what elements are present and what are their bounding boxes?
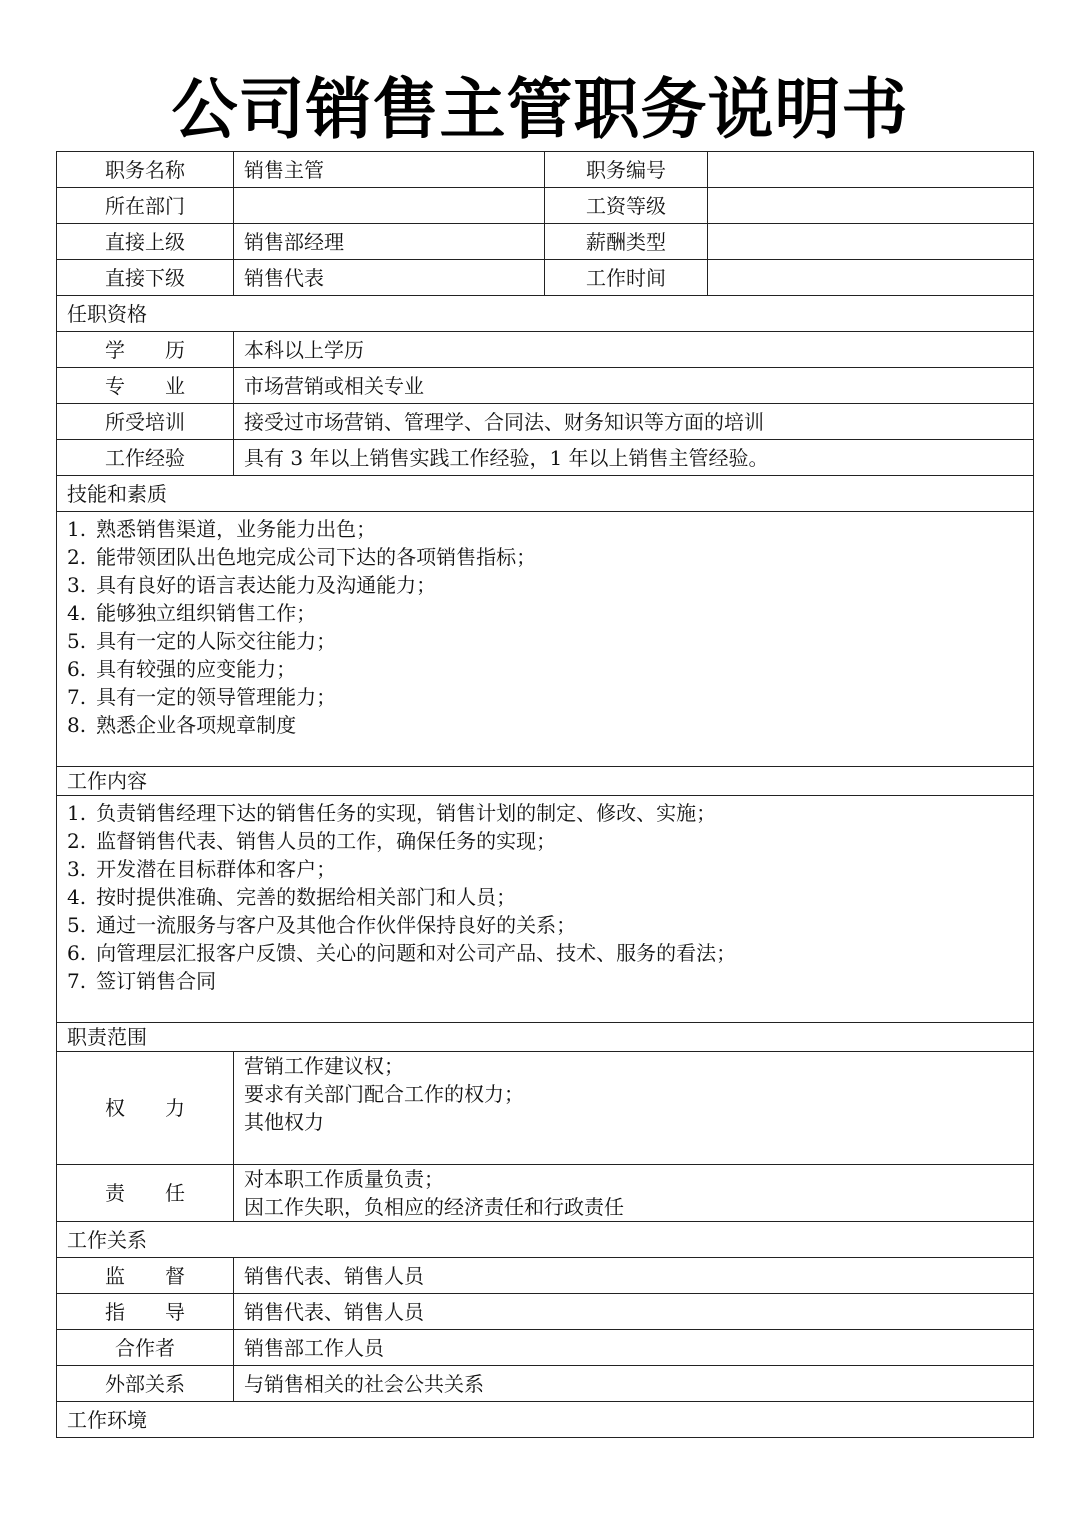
salary-grade-label: 工资等级 — [545, 188, 708, 224]
table-row — [57, 440, 1034, 476]
responsibility-line: 对本职工作质量负责； — [244, 1167, 444, 1191]
department-value[interactable] — [234, 188, 545, 224]
list-item: 1. 负责销售经理下达的销售任务的实现，销售计划的制定、修改、实施； — [67, 801, 717, 825]
work-time-label: 工作时间 — [545, 260, 708, 296]
duties-section-title: 工作内容 — [57, 767, 1034, 796]
list-item: 2. 能带领团队出色地完成公司下达的各项销售指标； — [67, 545, 537, 569]
responsibility-value[interactable] — [234, 1165, 1034, 1222]
relations-section-title: 工作关系 — [57, 1222, 1034, 1258]
subordinate-label: 直接下级 — [57, 260, 234, 296]
table-row — [57, 1294, 1034, 1330]
authority-value[interactable] — [234, 1052, 1034, 1165]
table-row — [57, 1165, 1034, 1222]
section-row — [57, 296, 1034, 332]
guide-value[interactable]: 销售代表、销售人员 — [234, 1294, 1034, 1330]
table-row — [57, 1258, 1034, 1294]
guide-label: 指 导 — [57, 1294, 234, 1330]
table-row — [57, 188, 1034, 224]
authority-line: 其他权力 — [244, 1110, 324, 1134]
table-row — [57, 796, 1034, 1023]
superior-label: 直接上级 — [57, 224, 234, 260]
partner-label: 合作者 — [57, 1330, 234, 1366]
external-value[interactable]: 与销售相关的社会公共关系 — [234, 1366, 1034, 1402]
table-row — [57, 152, 1034, 188]
department-label: 所在部门 — [57, 188, 234, 224]
list-item: 3. 具有良好的语言表达能力及沟通能力； — [67, 573, 437, 597]
table-row — [57, 260, 1034, 296]
list-item: 7. 签订销售合同 — [67, 969, 217, 993]
list-item: 1. 熟悉销售渠道，业务能力出色； — [67, 517, 377, 541]
position-name-label: 职务名称 — [57, 152, 234, 188]
qualification-section-title: 任职资格 — [57, 296, 1034, 332]
table-row — [57, 332, 1034, 368]
skills-section-title: 技能和素质 — [57, 476, 1034, 512]
skills-list[interactable] — [57, 512, 1034, 767]
education-label: 学 历 — [57, 332, 234, 368]
list-item: 8. 熟悉企业各项规章制度 — [67, 713, 297, 737]
experience-value[interactable] — [234, 440, 1034, 476]
training-label: 所受培训 — [57, 404, 234, 440]
page-title: 公司销售主管职务说明书 — [171, 71, 909, 148]
pay-type-label: 薪酬类型 — [545, 224, 708, 260]
list-item: 6. 具有较强的应变能力； — [67, 657, 297, 681]
duties-list[interactable] — [57, 796, 1034, 1023]
list-item: 5. 具有一定的人际交往能力； — [67, 629, 337, 653]
experience-text-mid: 年以上销售实践工作经验， — [303, 445, 550, 470]
experience-years: 3 — [290, 445, 304, 470]
section-row — [57, 476, 1034, 512]
training-value[interactable]: 接受过市场营销、管理学、合同法、财务知识等方面的培训 — [234, 404, 1034, 440]
list-item: 6. 向管理层汇报客户反馈、关心的问题和对公司产品、技术、服务的看法； — [67, 941, 737, 965]
list-item: 2. 监督销售代表、销售人员的工作，确保任务的实现； — [67, 829, 557, 853]
partner-value[interactable]: 销售部工作人员 — [234, 1330, 1034, 1366]
major-value[interactable]: 市场营销或相关专业 — [234, 368, 1034, 404]
job-description-table — [56, 151, 1034, 1438]
supervise-value[interactable]: 销售代表、销售人员 — [234, 1258, 1034, 1294]
education-value[interactable]: 本科以上学历 — [234, 332, 1034, 368]
superior-value[interactable]: 销售部经理 — [234, 224, 545, 260]
table-row — [57, 1330, 1034, 1366]
section-row — [57, 1023, 1034, 1052]
table-row — [57, 368, 1034, 404]
table-row — [57, 1052, 1034, 1165]
salary-grade-value[interactable] — [708, 188, 1034, 224]
major-label: 专 业 — [57, 368, 234, 404]
section-row — [57, 1222, 1034, 1258]
authority-line: 要求有关部门配合工作的权力； — [244, 1082, 524, 1106]
list-item: 4. 按时提供准确、完善的数据给相关部门和人员； — [67, 885, 517, 909]
external-label: 外部关系 — [57, 1366, 234, 1402]
scope-section-title: 职责范围 — [57, 1023, 1034, 1052]
environment-section-title: 工作环境 — [57, 1402, 1034, 1438]
subordinate-value[interactable]: 销售代表 — [234, 260, 545, 296]
pay-type-value[interactable] — [708, 224, 1034, 260]
supervise-label: 监 督 — [57, 1258, 234, 1294]
table-row — [57, 404, 1034, 440]
section-row — [57, 767, 1034, 796]
responsibility-line: 因工作失职，负相应的经济责任和行政责任 — [244, 1195, 624, 1219]
position-no-label: 职务编号 — [545, 152, 708, 188]
work-time-value[interactable] — [708, 260, 1034, 296]
experience-label: 工作经验 — [57, 440, 234, 476]
table-row — [57, 224, 1034, 260]
list-item: 3. 开发潜在目标群体和客户； — [67, 857, 337, 881]
position-no-value[interactable] — [708, 152, 1034, 188]
list-item: 4. 能够独立组织销售工作； — [67, 601, 317, 625]
experience-text-pre: 具有 — [244, 445, 291, 470]
authority-label: 权 力 — [57, 1052, 234, 1165]
table-row — [57, 512, 1034, 767]
list-item: 5. 通过一流服务与客户及其他合作伙伴保持良好的关系； — [67, 913, 577, 937]
list-item: 7. 具有一定的领导管理能力； — [67, 685, 337, 709]
position-name-value[interactable]: 销售主管 — [234, 152, 545, 188]
experience-text-post: 年以上销售主管经验。 — [562, 445, 769, 470]
table-row — [57, 1366, 1034, 1402]
section-row — [57, 1402, 1034, 1438]
authority-line: 营销工作建议权； — [244, 1054, 404, 1078]
experience-years-2: 1 — [549, 445, 563, 470]
responsibility-label: 责 任 — [57, 1165, 234, 1222]
